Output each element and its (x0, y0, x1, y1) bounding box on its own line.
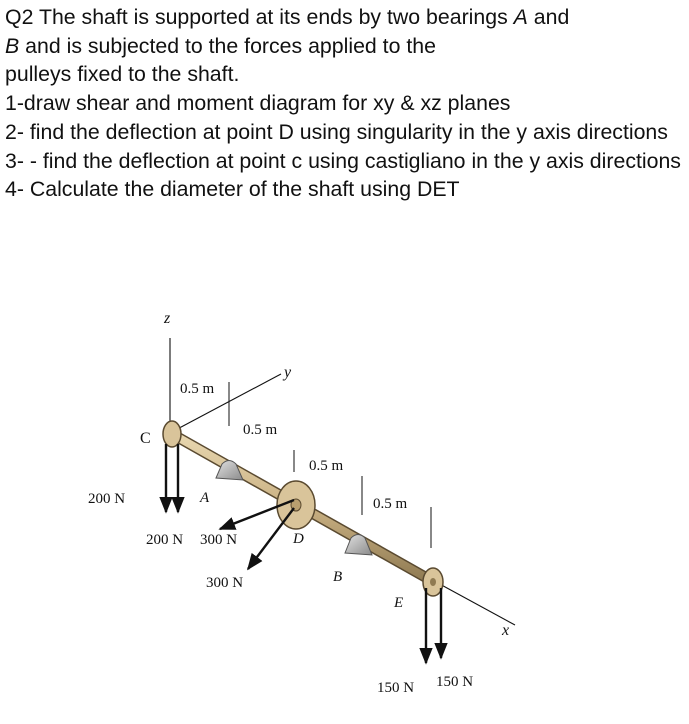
task-3: 3- - find the deflection at point c using castigliano in the y axis directions (5, 148, 681, 173)
shaft-figure (0, 290, 689, 724)
bearing-a-label: A (513, 5, 528, 29)
pulley-c (163, 421, 181, 447)
intro-and: and (527, 5, 570, 29)
force-300-horizontal-label: 300 N (200, 532, 238, 548)
task-4: 4- Calculate the diameter of the shaft using DET (5, 177, 460, 202)
point-e-label: E (394, 595, 404, 611)
point-b-label: B (333, 569, 343, 585)
point-c-label: C (140, 430, 151, 447)
force-300-below-label: 300 N (206, 575, 244, 591)
point-a-label: A (200, 490, 210, 506)
dimension-label-1: 0.5 m (180, 381, 215, 397)
bearing-b-label: B (5, 33, 20, 58)
question-text (5, 3, 687, 204)
force-200-below-label: 200 N (146, 532, 184, 548)
point-d-label: D (293, 531, 304, 547)
force-150-left-label: 150 N (377, 680, 415, 696)
dimension-label-4: 0.5 m (373, 496, 408, 512)
task-1: 1-draw shear and moment diagram for xy & xz planes (5, 91, 511, 116)
question-intro-line-1 (5, 3, 687, 32)
force-arrow-300-lower (248, 508, 294, 569)
question-intro-line-3: pulleys fixed to the shaft. (5, 62, 240, 87)
y-axis-label: y (284, 364, 292, 381)
intro-prefix: Q2 The shaft is supported at its ends by two bearings (5, 5, 514, 29)
dimension-label-2: 0.5 m (243, 422, 278, 438)
question-intro-line-2 (5, 32, 687, 61)
dimension-label-3: 0.5 m (309, 458, 344, 474)
force-200-left-label: 200 N (88, 491, 126, 507)
task-2: 2- find the deflection at point D using singularity in the y axis directions (5, 119, 668, 144)
x-axis-label: x (502, 622, 510, 639)
force-150-right-label: 150 N (436, 674, 474, 690)
force-arrows (166, 444, 441, 663)
x-axis-line (436, 582, 515, 625)
z-axis-label: z (164, 310, 171, 327)
pulley-e-hub (430, 578, 436, 586)
intro-suffix: and is subjected to the forces applied to the (19, 33, 436, 58)
